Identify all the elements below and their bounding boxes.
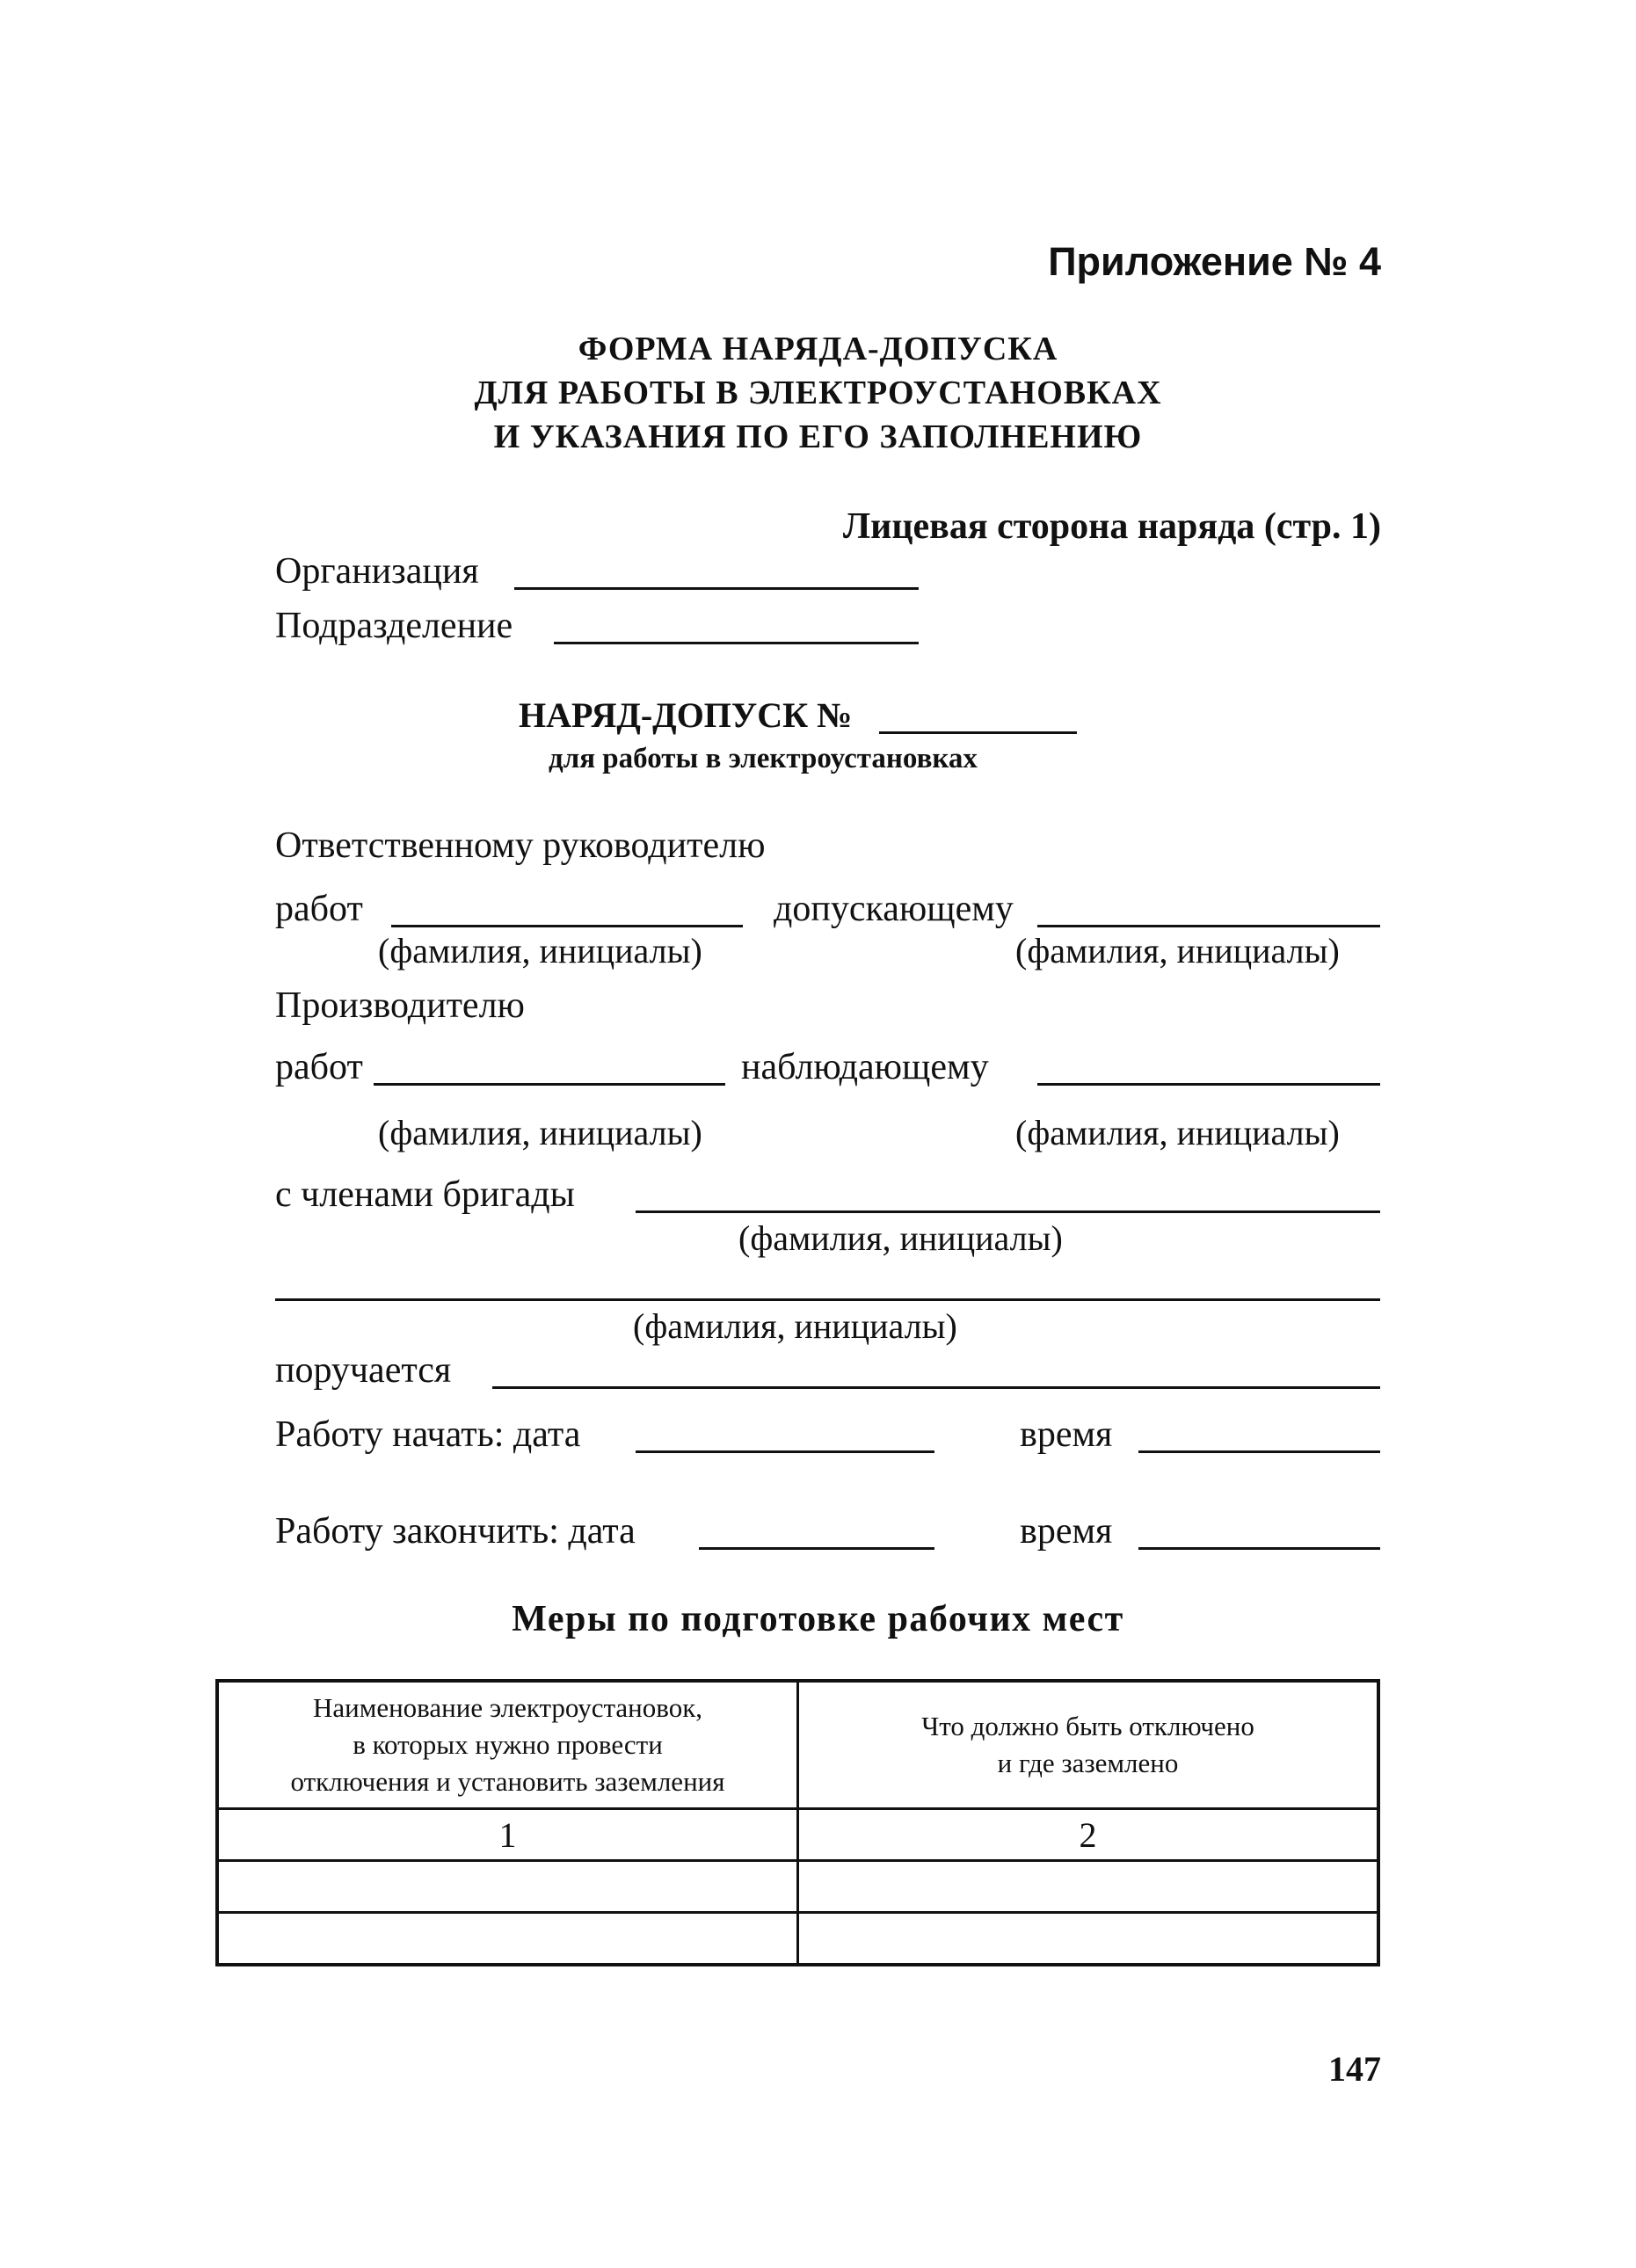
crew-members-label: с членами бригады xyxy=(275,1174,575,1215)
start-time-label: время xyxy=(1020,1414,1113,1455)
table-header-row xyxy=(217,1681,1378,1809)
form-title-line-3: И УКАЗАНИЯ ПО ЕГО ЗАПОЛНЕНИЮ xyxy=(493,418,1143,455)
order-number-field[interactable] xyxy=(879,731,1077,734)
responsible-manager-works-label: работ xyxy=(275,889,363,929)
column-number: 1 xyxy=(217,1809,798,1861)
table-cell[interactable] xyxy=(217,1913,798,1966)
work-producer-field[interactable] xyxy=(374,1083,725,1086)
finish-date-field[interactable] xyxy=(699,1547,934,1550)
page-side-label: Лицевая сторона наряда (стр. 1) xyxy=(842,506,1381,547)
finish-date-label: Работу закончить: дата xyxy=(275,1511,636,1552)
start-time-field[interactable] xyxy=(1138,1450,1380,1453)
measures-table xyxy=(215,1679,1380,1966)
work-producer-works-label: работ xyxy=(275,1047,363,1087)
column-number-row xyxy=(217,1809,1378,1861)
observer-label: наблюдающему xyxy=(741,1047,989,1087)
subdivision-label: Подразделение xyxy=(275,606,513,646)
start-date-field[interactable] xyxy=(636,1450,934,1453)
responsible-manager-field[interactable] xyxy=(391,925,743,927)
crew-members-field[interactable] xyxy=(636,1210,1380,1213)
column-header-disconnect xyxy=(798,1681,1379,1809)
assigned-field[interactable] xyxy=(492,1386,1380,1389)
start-date-label: Работу начать: дата xyxy=(275,1414,581,1455)
table-row xyxy=(217,1861,1378,1913)
name-hint: (фамилия, инициалы) xyxy=(378,1113,702,1152)
header-line: в которых нужно провести xyxy=(353,1729,663,1760)
header-line: Что должно быть отключено xyxy=(921,1711,1254,1741)
work-producer-label: Производителю xyxy=(275,985,525,1026)
organization-label: Организация xyxy=(275,551,479,592)
table-cell[interactable] xyxy=(798,1913,1379,1966)
measures-title: Меры по подготовке рабочих мест xyxy=(512,1599,1124,1639)
responsible-manager-label: Ответственному руководителю xyxy=(275,825,766,866)
order-title: НАРЯД-ДОПУСК № xyxy=(519,695,853,735)
finish-time-field[interactable] xyxy=(1138,1547,1380,1550)
name-hint: (фамилия, инициалы) xyxy=(1015,931,1340,970)
table-cell[interactable] xyxy=(217,1861,798,1913)
name-hint: (фамилия, инициалы) xyxy=(633,1306,957,1346)
observer-field[interactable] xyxy=(1037,1083,1380,1086)
admitting-field[interactable] xyxy=(1037,925,1380,927)
header-line: отключения и установить заземления xyxy=(290,1766,725,1797)
table-row xyxy=(217,1913,1378,1966)
column-number: 2 xyxy=(798,1809,1379,1861)
page-number: 147 xyxy=(1328,2049,1381,2089)
name-hint: (фамилия, инициалы) xyxy=(738,1218,1063,1258)
form-title-line-2: ДЛЯ РАБОТЫ В ЭЛЕКТРОУСТАНОВКАХ xyxy=(474,374,1162,411)
name-hint: (фамилия, инициалы) xyxy=(378,931,702,970)
admitting-label: допускающему xyxy=(774,889,1014,929)
form-title-line-1: ФОРМА НАРЯДА-ДОПУСКА xyxy=(578,331,1058,367)
subdivision-field[interactable] xyxy=(554,642,919,644)
column-header-installations xyxy=(217,1681,798,1809)
crew-members-field-2[interactable] xyxy=(275,1298,1380,1301)
name-hint: (фамилия, инициалы) xyxy=(1015,1113,1340,1152)
assigned-label: поручается xyxy=(275,1350,452,1391)
organization-field[interactable] xyxy=(514,587,919,590)
header-line: Наименование электроустановок, xyxy=(312,1692,703,1723)
appendix-number: Приложение № 4 xyxy=(1048,239,1381,284)
finish-time-label: время xyxy=(1020,1511,1113,1552)
header-line: и где заземлено xyxy=(997,1748,1179,1778)
order-subtitle: для работы в электроустановках xyxy=(549,743,978,774)
table-cell[interactable] xyxy=(798,1861,1379,1913)
